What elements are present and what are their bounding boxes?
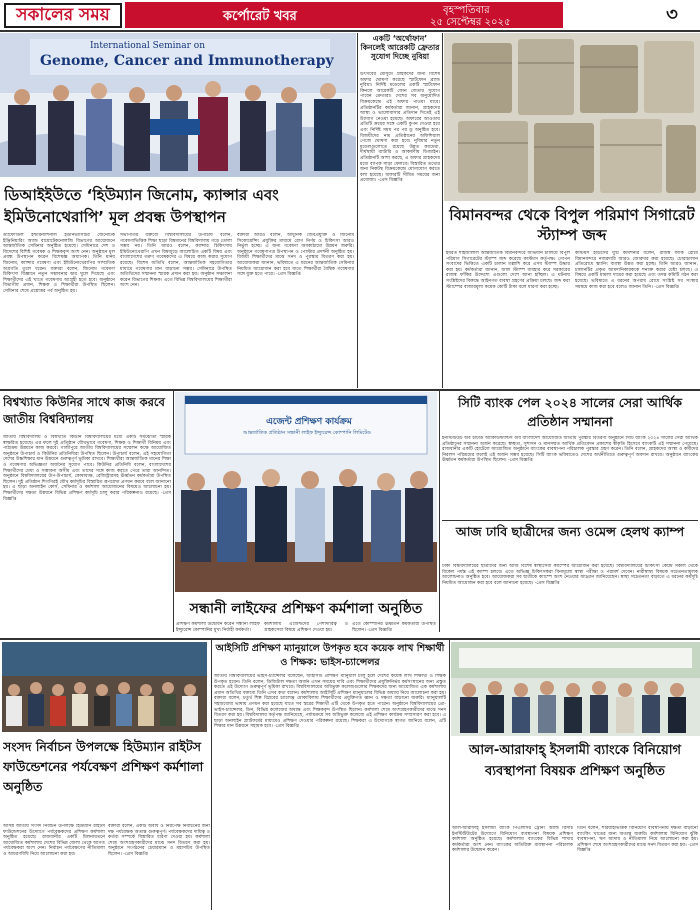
ict-headline: আইসিটি প্রশিক্ষণ ম্যানুয়ালে উপকৃত হবে কয়েক লাখ শিক্ষার্থী ও শিক্ষক: ভাইস-চ্যান্সেলর [215,643,445,668]
seminar-headline: ডিআইইউতে ‘হিউম্যান জিনোম, ক্যান্সার এবং ইমিউনোথেরাপি’ মূল প্রবন্ধ উপস্থাপন [4,186,279,226]
sandhani-body-col-3: এতে কোম্পানির ঊর্ধ্বতন কর্মকর্তারা উপস্থিত ছিলেন। -প্রেস বিজ্ঞপ্তি [352,622,436,633]
election-headline: সংসদ নির্বাচন উপলক্ষে হিউম্যান রাইটস ফাউন্ডেশনের পর্যবেক্ষণ প্রশিক্ষণ কর্মশালা অনুষ্ঠিত [3,739,204,794]
seminar-photo [0,33,356,177]
seminar-body-col-2: সভাপতির বক্তব্যে বিশ্ববিদ্যালয়ের উপাচার্য বলেন, গবেষণাভিত্তিক শিক্ষা ছাড়া বিশ্বমানের বিশ্ববিদ্যালয় গড়ে তোলা সম্ভব নয়। তিনি আরও বলেন, ক্যান্সার চিকিৎসায় ইমিউনোথেরাপি এখন বিশ্বজুড়ে আলোচিত একটি বিষয় এবং বাংলাদেশের তরুণ গবেষকদের এ বিষয়ে কাজ করার সুযোগ রয়েছে। বিশেষ অতিথি বলেন, আন্তর্জাতিক সহযোগিতার মাধ্যমে গবেষণার মান বাড়ানো সম্ভব। সেমিনারে উপস্থিত অতিথিদের সম্মাননা স্মারক প্রদান করা হয়। অনুষ্ঠান সঞ্চালনা করেন বিভাগের শিক্ষক। এতে বিভিন্ন বিশ্ববিদ্যালয়ের শিক্ষার্থীরা অংশ নেন। [120,233,232,289]
citybank-headline: সিটি ব্যাংক পেল ২০২৪ সালের সেরা আর্থিক প্রতিষ্ঠান সম্মাননা [458,395,682,429]
masthead-rule [0,30,700,32]
seminar-banner-line1: International Seminar on [90,41,206,51]
alarafah-headline: আল-আরাফাহ্ ইসলামী ব্যাংকে বিনিয়োগ ব্যবস্থাপনা বিষয়ক প্রশিক্ষণ অনুষ্ঠিত [468,743,682,779]
section-name: কর্পোরেট খবর [223,9,297,24]
election-photo [2,642,207,732]
seminar-body-col-1: ড্যাফোডিল ইন্টারন্যাশনাল ইউনিভার্সিটির জেনেটিক ইঞ্জিনিয়ারিং অ্যান্ড বায়োটেকনোলজি বিভাগের আয়োজনে আন্তর্জাতিক সেমিনার অনুষ্ঠিত হয়েছে। সেমিনারে দেশ ও বিদেশের বিশিষ্ট গবেষক ও শিক্ষকবৃন্দ অংশ নেন। অনুষ্ঠানে মূল প্রবন্ধ উপস্থাপন করেন বিশেষজ্ঞ অধ্যাপক। তিনি মানব জিনোম, ক্যান্সার গবেষণা এবং ইমিউনোথেরাপির সাম্প্রতিক অগ্রগতি তুলে ধরেন। বক্তারা বলেন, জিনোম গবেষণা চিকিৎসা বিজ্ঞানে নতুন সম্ভাবনার দ্বার খুলে দিয়েছে এবং শিক্ষার্থীদের এই খাতে গবেষণায় আগ্রহী হতে হবে। অনুষ্ঠানে বিভাগীয় প্রধান, শিক্ষক ও শিক্ষার্থীরা উপস্থিত ছিলেন। সেমিনার শেষে প্রশ্নোত্তর পর্ব অনুষ্ঠিত হয়। [3,233,115,294]
airport-body-col-1: হযরত শাহজালাল আন্তর্জাতিক বিমানবন্দরে অভিযান চালিয়ে বিপুল পরিমাণ সিগারেটের স্ট্যাম্প জব্দ করেছে কাস্টমস কর্তৃপক্ষ। গোপন সংবাদের ভিত্তিতে একটি চালান তল্লাশি করে এসব স্ট্যাম্প উদ্ধার করা হয়। কর্মকর্তারা জানান, জাল স্ট্যাম্প ব্যবহার করে সরকারের রাজস্ব ফাঁকির উদ্দেশ্যে এগুলো দেশে আনা হচ্ছিল। এ ঘটনায় সংশ্লিষ্টদের বিরুদ্ধে আইনগত ব্যবস্থা গ্রহণের প্রক্রিয়া চলছে। জব্দ করা স্ট্যাম্পের বাজারমূল্য কয়েক কোটি টাকা বলে ধারণা করা হচ্ছে। [446,251,570,290]
sandhani-photo [175,392,437,592]
women-health-body: ঢাকা বিশ্ববিদ্যালয়ের ছাত্রীদের জন্য আজ বিশেষ স্বাস্থ্যসেবা ক্যাম্পের আয়োজন করা হয়েছে। বিশ্ববিদ্যালয়ের চিকিৎসা কেন্দ্রে সকাল থেকে বিকেল পর্যন্ত এই ক্যাম্প চলবে। এতে অভিজ্ঞ চিকিৎসকরা বিনামূল্যে স্বাস্থ্য পরীক্ষা ও পরামর্শ দেবেন। নারীস্বাস্থ্য বিষয়ক সচেতনতামূলক আলোচনাও অনুষ্ঠিত হবে। আয়োজকরা সব ছাত্রীকে ক্যাম্পে অংশ নেওয়ার আহ্বান জানিয়েছেন। স্বাস্থ্য সচেতনতা বাড়াতে এ ধরনের কর্মসূচি নিয়মিত আয়োজন করা হবে বলে জানানো হয়েছে। -প্রেস বিজ্ঞপ্তি [442,564,698,586]
election-body-col-2: বক্তারা বলেন, একটি অবাধ ও নিরপেক্ষ নির্বাচনের জন্য দক্ষ পর্যবেক্ষক অত্যন্ত গুরুত্বপূর্ণ। পর্যবেক্ষকদের দায়িত্ব ও কর্তব্য সম্পর্কে বিস্তারিত ধারণা দেওয়া হয়। কর্মশালা শেষে অংশগ্রহণকারীদের মাঝে সনদ বিতরণ করা হয়। অনুষ্ঠানে সংগঠনের চেয়ারম্যান ও মহাসচিব উপস্থিত ছিলেন। -প্রেস বিজ্ঞপ্তি [108,824,210,857]
newspaper-logo: সকালের সময় [4,3,122,28]
seminar-body-col-3: বক্তারা আরও বলেন, আধুনিক জৈবপ্রযুক্তি ও জিনোম সিকোয়েন্সিং প্রযুক্তির মাধ্যমে রোগ নির্ণয় ও চিকিৎসা আরও নির্ভুল হচ্ছে। এ জন্য গবেষণা অবকাঠামো উন্নয়ন জরুরি। অনুষ্ঠানে গবেষণাপত্র উপস্থাপন ও পোস্টার প্রদর্শনী অনুষ্ঠিত হয়। বিজয়ী শিক্ষার্থীদের মাঝে সনদ ও পুরস্কার বিতরণ করা হয়। আয়োজকরা জানান, ভবিষ্যতে এ ধরনের আন্তর্জাতিক সেমিনার নিয়মিত আয়োজন করা হবে যাতে শিক্ষার্থীরা বৈশ্বিক গবেষণার সঙ্গে যুক্ত হতে পারে। -প্রেস বিজ্ঞপ্তি [237,233,354,278]
nubia-headline: একটি ‘অর্থোফান’ কিনলেই আরেকটি ফ্রেতার সুযোগ দিচ্ছে নুবিয়া [360,34,440,61]
day-of-week: বৃহস্পতিবার [443,5,490,16]
kuni-body: জাতীয় বিশ্ববিদ্যালয় ও বিশ্বখ্যাত কিউনি বিশ্ববিদ্যালয়ের মধ্যে একটি সমঝোতা স্মারক স্বাক্ষরিত হয়েছে। এর ফলে দুই প্রতিষ্ঠান যৌথভাবে গবেষণা, শিক্ষক ও শিক্ষার্থী বিনিময় এবং পাঠ্যক্রম উন্নয়নে কাজ করবে। গাজীপুরে জাতীয় বিশ্ববিদ্যালয়ের সম্মেলন কক্ষে আয়োজিত অনুষ্ঠানে উপাচার্য ও কিউনির প্রতিনিধিরা উপস্থিত ছিলেন। উপাচার্য বলেন, এই সহযোগিতা দেশের উচ্চশিক্ষার মান উন্নয়নে গুরুত্বপূর্ণ ভূমিকা রাখবে। শিক্ষার্থীরা আন্তর্জাতিক মানের শিক্ষা ও গবেষণার অভিজ্ঞতা অর্জনের সুযোগ পাবে। কিউনির প্রতিনিধি বলেন, বাংলাদেশের শিক্ষার্থীদের মেধা ও সম্ভাবনা অসীম এবং তাদের সঙ্গে কাজ করতে পেরে তারা আনন্দিত। অনুষ্ঠানে বিশ্ববিদ্যালয়ের উপ-উপাচার্য, কোষাধ্যক্ষ, রেজিস্ট্রারসহ ঊর্ধ্বতন কর্মকর্তারা উপস্থিত ছিলেন। দুই প্রতিষ্ঠান শিগগিরই যৌথ কর্মসূচির বিস্তারিত রূপরেখা প্রণয়ন করবে বলে জানানো হয়। এ ছাড়া অনলাইন কোর্স, সেমিনার ও কর্মশালা আয়োজনের বিষয়েও আলোচনা হয়। শিক্ষার্থীদের দক্ষতা উন্নয়নে বিভিন্ন প্রশিক্ষণ কর্মসূচি চালু করার পরিকল্পনাও রয়েছে। -প্রেস বিজ্ঞপ্তি [3,435,171,502]
section-banner [125,2,563,28]
airport-headline: বিমানবন্দর থেকে বিপুল পরিমাণ সিগারেট স্ট্যাম্প জব্দ [449,206,695,244]
airport-body-col-2: কাস্টমস হাউসের যুগ্ম কমিশনার বলেন, রাজস্ব ফাঁকি রোধে বিমানবন্দরে নজরদারি আরও জোরদার করা হয়েছে। চোরাচালান প্রতিরোধে স্ক্যানিং ব্যবস্থা উন্নত করা হচ্ছে। তিনি আরও জানান, চালানটির প্রকৃত আমদানিকারককে শনাক্ত করার চেষ্টা চলছে। এ বিষয়ে একটি মামলা দায়ের করা হয়েছে এবং তদন্ত কমিটি গঠন করা হয়েছে। ভবিষ্যতে এ ধরনের অপরাধ রোধে সংশ্লিষ্ট সব সংস্থার সমন্বয়ে কাজ করা হবে বলেও জানান তিনি। -প্রেস বিজ্ঞপ্তি [575,251,698,290]
training-banner: এজেন্ট প্রশিক্ষণ কার্যক্রম [266,417,352,427]
women-health-headline: আজ ঢাবি ছাত্রীদের জন্য ওমেন্স হেলথ ক্যাম্প [455,524,685,539]
kuni-headline: বিশ্বখ্যাত কিউনির সাথে কাজ করবে জাতীয় বিশ্ববিদ্যালয় [3,395,165,426]
issue-date: ২৫ সেপ্টেম্বর ২০২৫ [430,17,511,28]
nubia-body: উৎসবের মৌসুমে গ্রাহকদের জন্য বিশেষ অফার ঘোষণা করেছে স্মার্টফোন ব্র্যান্ড নুবিয়া। নির্দিষ্ট মডেলের একটি স্মার্টফোন কিনলে আরেকটি ফোন জেতার সুযোগ পাবেন ক্রেতারা। দেশের সব অনুমোদিত বিক্রয়কেন্দ্রে এই অফার পাওয়া যাবে। প্রতিষ্ঠানটির কর্মকর্তারা জানান, গ্রাহকদের আস্থা ও ভালোবাসার প্রতিদান দিতেই এই উদ্যোগ নেওয়া হয়েছে। অফারের আওতায় প্রতিটি ক্রয়ের সঙ্গে একটি কুপন দেওয়া হবে এবং নির্দিষ্ট সময় পর পর ড্র অনুষ্ঠিত হবে। বিজয়ীদের নাম প্রতিষ্ঠানের অফিশিয়াল পেজে ঘোষণা করা হবে। নুবিয়ার নতুন মডেলগুলোতে রয়েছে উন্নত ক্যামেরা, দীর্ঘস্থায়ী ব্যাটারি ও আকর্ষণীয় ডিজাইন। প্রতিষ্ঠানটি আশা করছে, এ অফার গ্রাহকদের মধ্যে ব্যাপক সাড়া ফেলবে। বিস্তারিত তথ্যের জন্য নিকটস্থ বিক্রয়কেন্দ্রে যোগাযোগ করতে বলা হয়েছে। অফারটি সীমিত সময়ের জন্য প্রযোজ্য। -প্রেস বিজ্ঞপ্তি [360,72,440,184]
sandhani-headline: সন্ধানী লাইফের প্রশিক্ষণ কর্মশালা অনুষ্ঠিত [189,601,423,617]
alarafah-body-col-1: আল-আরাফাহ্ ইসলামী ব্যাংক পিএলসির ট্রেনিং অ্যান্ড রিসার্চ ইনস্টিটিউটের উদ্যোগে বিনিয়োগ ব্যবস্থাপনা বিষয়ক প্রশিক্ষণ কর্মশালা অনুষ্ঠিত হয়েছে। কর্মশালায় ব্যাংকের বিভিন্ন শাখার কর্মকর্তারা অংশ নেন। ব্যাংকের অতিরিক্ত ব্যবস্থাপনা পরিচালক কর্মশালার উদ্বোধন করেন। [452,826,573,854]
page-number: ৩ [666,4,678,25]
sandhani-body-col-2: কর্মশালায় এজেন্টদের পেশাদারিত্ব ও গ্রাহকসেবা বিষয়ে প্রশিক্ষণ দেওয়া হয়। [264,622,348,633]
training-banner-sub: আন্তর্জাতিক প্রতিষ্ঠান সন্ধানী লাইফ ইন্স্যুরেন্স কোম্পানি লিমিটেড [243,430,371,436]
ict-body: জাতীয় বিশ্ববিদ্যালয়ের ভাইস-চ্যান্সেলর বলেছেন, আইসিটি প্রশিক্ষণ ম্যানুয়াল চালু হলে দেশের কয়েক লাখ শিক্ষার্থী ও শিক্ষক উপকৃত হবেন। তিনি বলেন, ডিজিটাল দক্ষতা অর্জন এখন সময়ের দাবি এবং শিক্ষার্থীদের প্রযুক্তিনির্ভর কর্মসংস্থানের জন্য প্রস্তুত করতে এই উদ্যোগ গুরুত্বপূর্ণ ভূমিকা রাখবে। বিশ্ববিদ্যালয়ের অধিভুক্ত কলেজগুলোর শিক্ষকদের জন্য আয়োজিত এক কর্মশালায় প্রধান অতিথির বক্তব্যে তিনি এসব কথা বলেন। কর্মশালায় আইসিটি প্রশিক্ষণ ম্যানুয়ালের বিভিন্ন অধ্যায় নিয়ে আলোচনা করা হয়। বক্তারা বলেন, চতুর্থ শিল্প বিপ্লবের চ্যালেঞ্জ মোকাবিলায় শিক্ষার্থীদের প্রযুক্তিগত জ্ঞান ও দক্ষতা বাড়ানো জরুরি। ম্যানুয়ালটি সহজবোধ্য ভাষায় প্রণয়ন করা হয়েছে যাতে সব স্তরের শিক্ষার্থী এটি থেকে উপকৃত হতে পারেন। অনুষ্ঠানে বিশ্ববিদ্যালয়ের প্রো-ভাইস-চ্যান্সেলর, ডিন, বিভিন্ন কলেজের অধ্যক্ষ এবং শিক্ষকবৃন্দ উপস্থিত ছিলেন। কর্মশালা শেষে অংশগ্রহণকারীদের মাঝে সনদ বিতরণ করা হয়। বিশ্ববিদ্যালয় কর্তৃপক্ষ জানিয়েছে, পর্যায়ক্রমে সব অধিভুক্ত কলেজে এই প্রশিক্ষণ কার্যক্রম সম্প্রসারণ করা হবে। এ ছাড়া অনলাইন প্ল্যাটফর্মের মাধ্যমেও প্রশিক্ষণ দেওয়ার পরিকল্পনা রয়েছে। শিক্ষকরা এ উদ্যোগকে স্বাগত জানিয়ে বলেন, এটি শিক্ষার মান উন্নয়নে সহায়ক হবে। -প্রেস বিজ্ঞপ্তি [214,674,446,730]
alarafah-body-col-2: তিনি বলেন, শরিয়াহভিত্তিক বিনিয়োগ ব্যবস্থাপনায় দক্ষতা বাড়ানো ব্যাংকিং খাতের জন্য অত্যন্ত জরুরি। কর্মশালায় বিনিয়োগ ঝুঁকি ব্যবস্থাপনা, ঋণ আদায় ও নীতিমালা নিয়ে আলোচনা করা হয়। প্রশিক্ষণ শেষে অংশগ্রহণকারীদের মাঝে সনদ বিতরণ করা হয়। -প্রেস বিজ্ঞপ্তি [577,826,698,854]
citybank-body: ইনস্টিটিউট অব চার্টার্ড অ্যাকাউন্ট্যান্টস অব বাংলাদেশ আয়োজিত জাতীয় পুরস্কার বিতরণী অনুষ্ঠানে সিটি ব্যাংক ২০২৪ সালের সেরা আর্থিক প্রতিষ্ঠানের সম্মাননা অর্জন করেছে। স্বচ্ছতা, সুশাসন ও মানসম্মত আর্থিক প্রতিবেদন প্রকাশের স্বীকৃতি হিসেবে ব্যাংকটি এই সম্মাননা পেয়েছে। রাজধানীর একটি হোটেলে আয়োজিত অনুষ্ঠানে ব্যাংকের ব্যবস্থাপনা পরিচালক পুরস্কার গ্রহণ করেন। তিনি বলেন, গ্রাহকদের আস্থা ও কর্মীদের নিরলস পরিশ্রমের ফলেই এই অর্জন সম্ভব হয়েছে। সিটি ব্যাংক ভবিষ্যতেও দেশের অর্থনীতিতে গুরুত্বপূর্ণ অবদান রাখবে। অনুষ্ঠানে ব্যাংকের ঊর্ধ্বতন কর্মকর্তারা উপস্থিত ছিলেন। -প্রেস বিজ্ঞপ্তি [442,436,698,464]
seminar-banner-line2: Genome, Cancer and Immunotherapy [40,53,334,69]
election-body-col-1: আসন্ন জাতীয় সংসদ নির্বাচন উপলক্ষে হিউম্যান রাইটস ফাউন্ডেশনের উদ্যোগে পর্যবেক্ষকদের প্রশিক্ষণ কর্মশালা অনুষ্ঠিত হয়েছে। রাজধানীর একটি মিলনায়তনে আয়োজিত কর্মশালায় দেশের বিভিন্ন জেলা থেকে আগত পর্যবেক্ষকরা অংশ নেন। নির্বাচন পর্যবেক্ষণের নীতিমালা ও আচরণবিধি নিয়ে আলোচনা করা হয়। [3,824,105,857]
stamp-seizure-photo [444,33,700,201]
sandhani-body-col-1: প্রশিক্ষণ কর্মশালা উদ্বোধন করেন সন্ধানী লাইফ ইন্স্যুরেন্স কোম্পানির মুখ্য নির্বাহী কর্মকর্তা। [176,622,260,633]
alarafah-photo [451,642,700,736]
